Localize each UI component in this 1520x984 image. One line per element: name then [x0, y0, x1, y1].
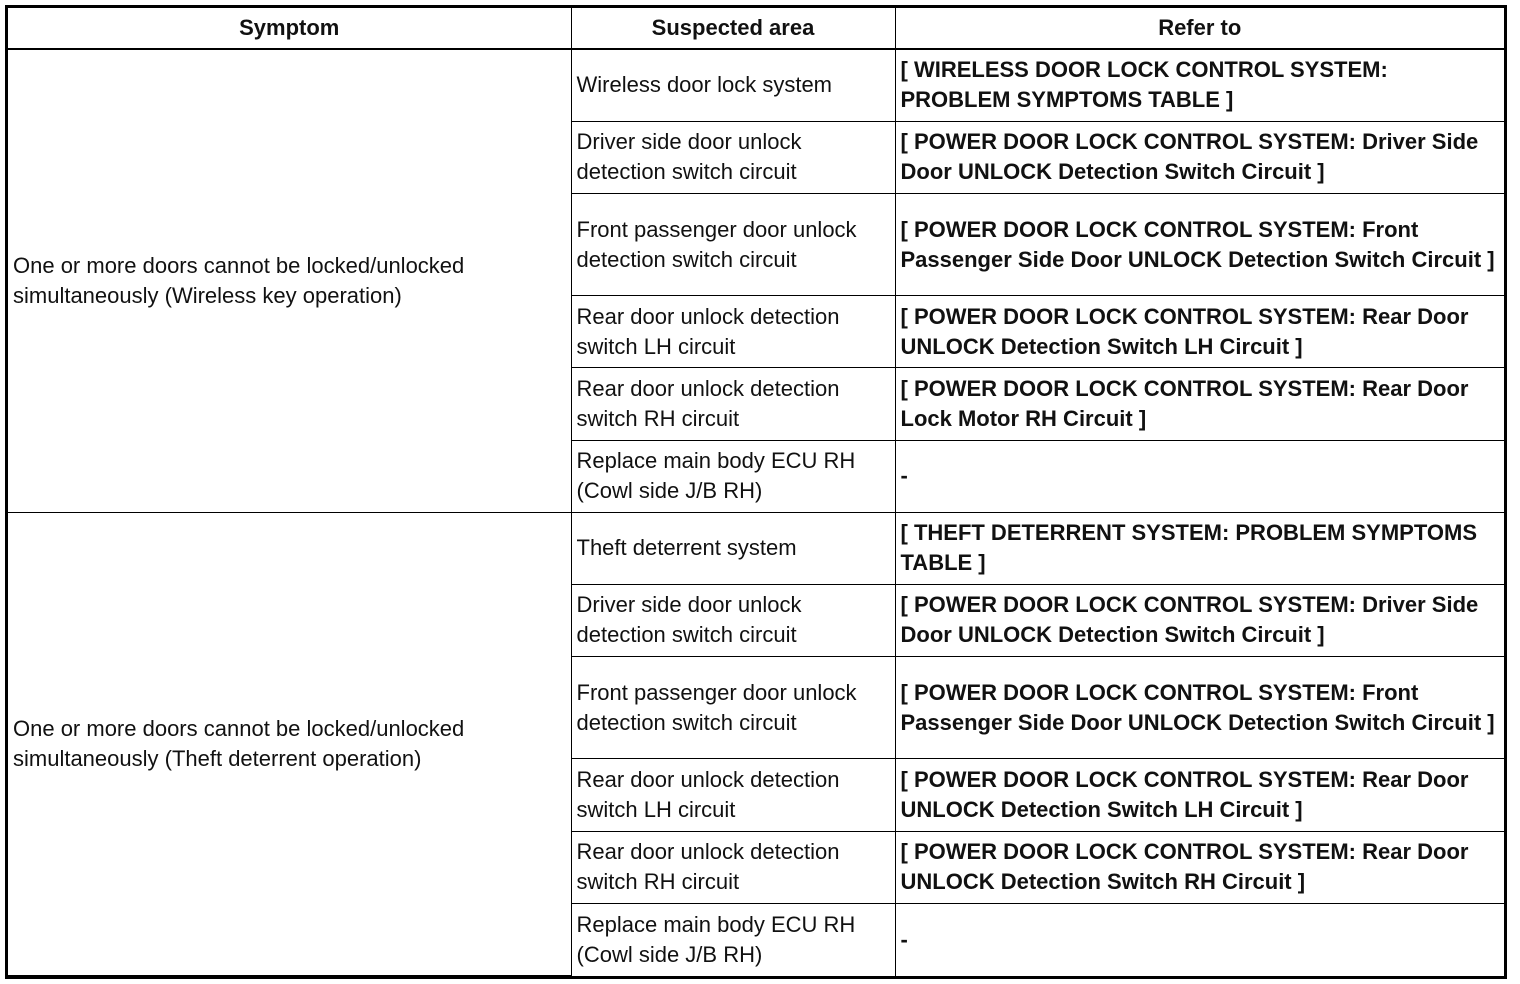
header-refer-to: Refer to — [895, 8, 1504, 49]
suspected-area-cell: Rear door unlock detection switch LH circuit — [571, 759, 895, 831]
table-row — [8, 512, 1504, 584]
refer-to-link[interactable]: [ POWER DOOR LOCK CONTROL SYSTEM: Driver Side Door UNLOCK Detection Switch Circuit ] — [895, 121, 1504, 193]
suspected-area-cell: Rear door unlock detection switch RH circuit — [571, 368, 895, 440]
refer-to-link[interactable]: [ POWER DOOR LOCK CONTROL SYSTEM: Rear Door UNLOCK Detection Switch LH Circuit ] — [895, 296, 1504, 368]
suspected-area-cell: Theft deterrent system — [571, 512, 895, 584]
suspected-area-cell: Replace main body ECU RH (Cowl side J/B RH) — [571, 440, 895, 512]
suspected-area-cell: Front passenger door unlock detection switch circuit — [571, 657, 895, 759]
suspected-area-cell: Replace main body ECU RH (Cowl side J/B RH) — [571, 903, 895, 975]
refer-to-cell: - — [895, 440, 1504, 512]
refer-to-link[interactable]: [ POWER DOOR LOCK CONTROL SYSTEM: Rear Door UNLOCK Detection Switch RH Circuit ] — [895, 831, 1504, 903]
refer-to-cell: - — [895, 903, 1504, 975]
header-symptom: Symptom — [8, 8, 571, 49]
table-row — [8, 49, 1504, 121]
header-row — [8, 8, 1504, 49]
problem-symptoms-table — [8, 8, 1504, 976]
header-suspected-area: Suspected area — [571, 8, 895, 49]
suspected-area-cell: Driver side door unlock detection switch circuit — [571, 121, 895, 193]
refer-to-link[interactable]: [ POWER DOOR LOCK CONTROL SYSTEM: Driver Side Door UNLOCK Detection Switch Circuit ] — [895, 584, 1504, 656]
suspected-area-cell: Front passenger door unlock detection switch circuit — [571, 193, 895, 295]
refer-to-link[interactable]: [ WIRELESS DOOR LOCK CONTROL SYSTEM: PROBLEM SYMPTOMS TABLE ] — [895, 49, 1504, 121]
suspected-area-cell: Rear door unlock detection switch LH circuit — [571, 296, 895, 368]
symptom-cell: One or more doors cannot be locked/unlocked simultaneously (Wireless key operation) — [8, 49, 571, 512]
symptom-cell: One or more doors cannot be locked/unlocked simultaneously (Theft deterrent operation) — [8, 512, 571, 975]
refer-to-link[interactable]: [ POWER DOOR LOCK CONTROL SYSTEM: Front Passenger Side Door UNLOCK Detection Switch Circuit ] — [895, 193, 1504, 295]
refer-to-link[interactable]: [ THEFT DETERRENT SYSTEM: PROBLEM SYMPTOMS TABLE ] — [895, 512, 1504, 584]
suspected-area-cell: Rear door unlock detection switch RH circuit — [571, 831, 895, 903]
refer-to-link[interactable]: [ POWER DOOR LOCK CONTROL SYSTEM: Front Passenger Side Door UNLOCK Detection Switch Circuit ] — [895, 657, 1504, 759]
suspected-area-cell: Driver side door unlock detection switch circuit — [571, 584, 895, 656]
refer-to-link[interactable]: [ POWER DOOR LOCK CONTROL SYSTEM: Rear Door Lock Motor RH Circuit ] — [895, 368, 1504, 440]
suspected-area-cell: Wireless door lock system — [571, 49, 895, 121]
refer-to-link[interactable]: [ POWER DOOR LOCK CONTROL SYSTEM: Rear Door UNLOCK Detection Switch LH Circuit ] — [895, 759, 1504, 831]
problem-symptoms-table-frame — [5, 5, 1507, 979]
